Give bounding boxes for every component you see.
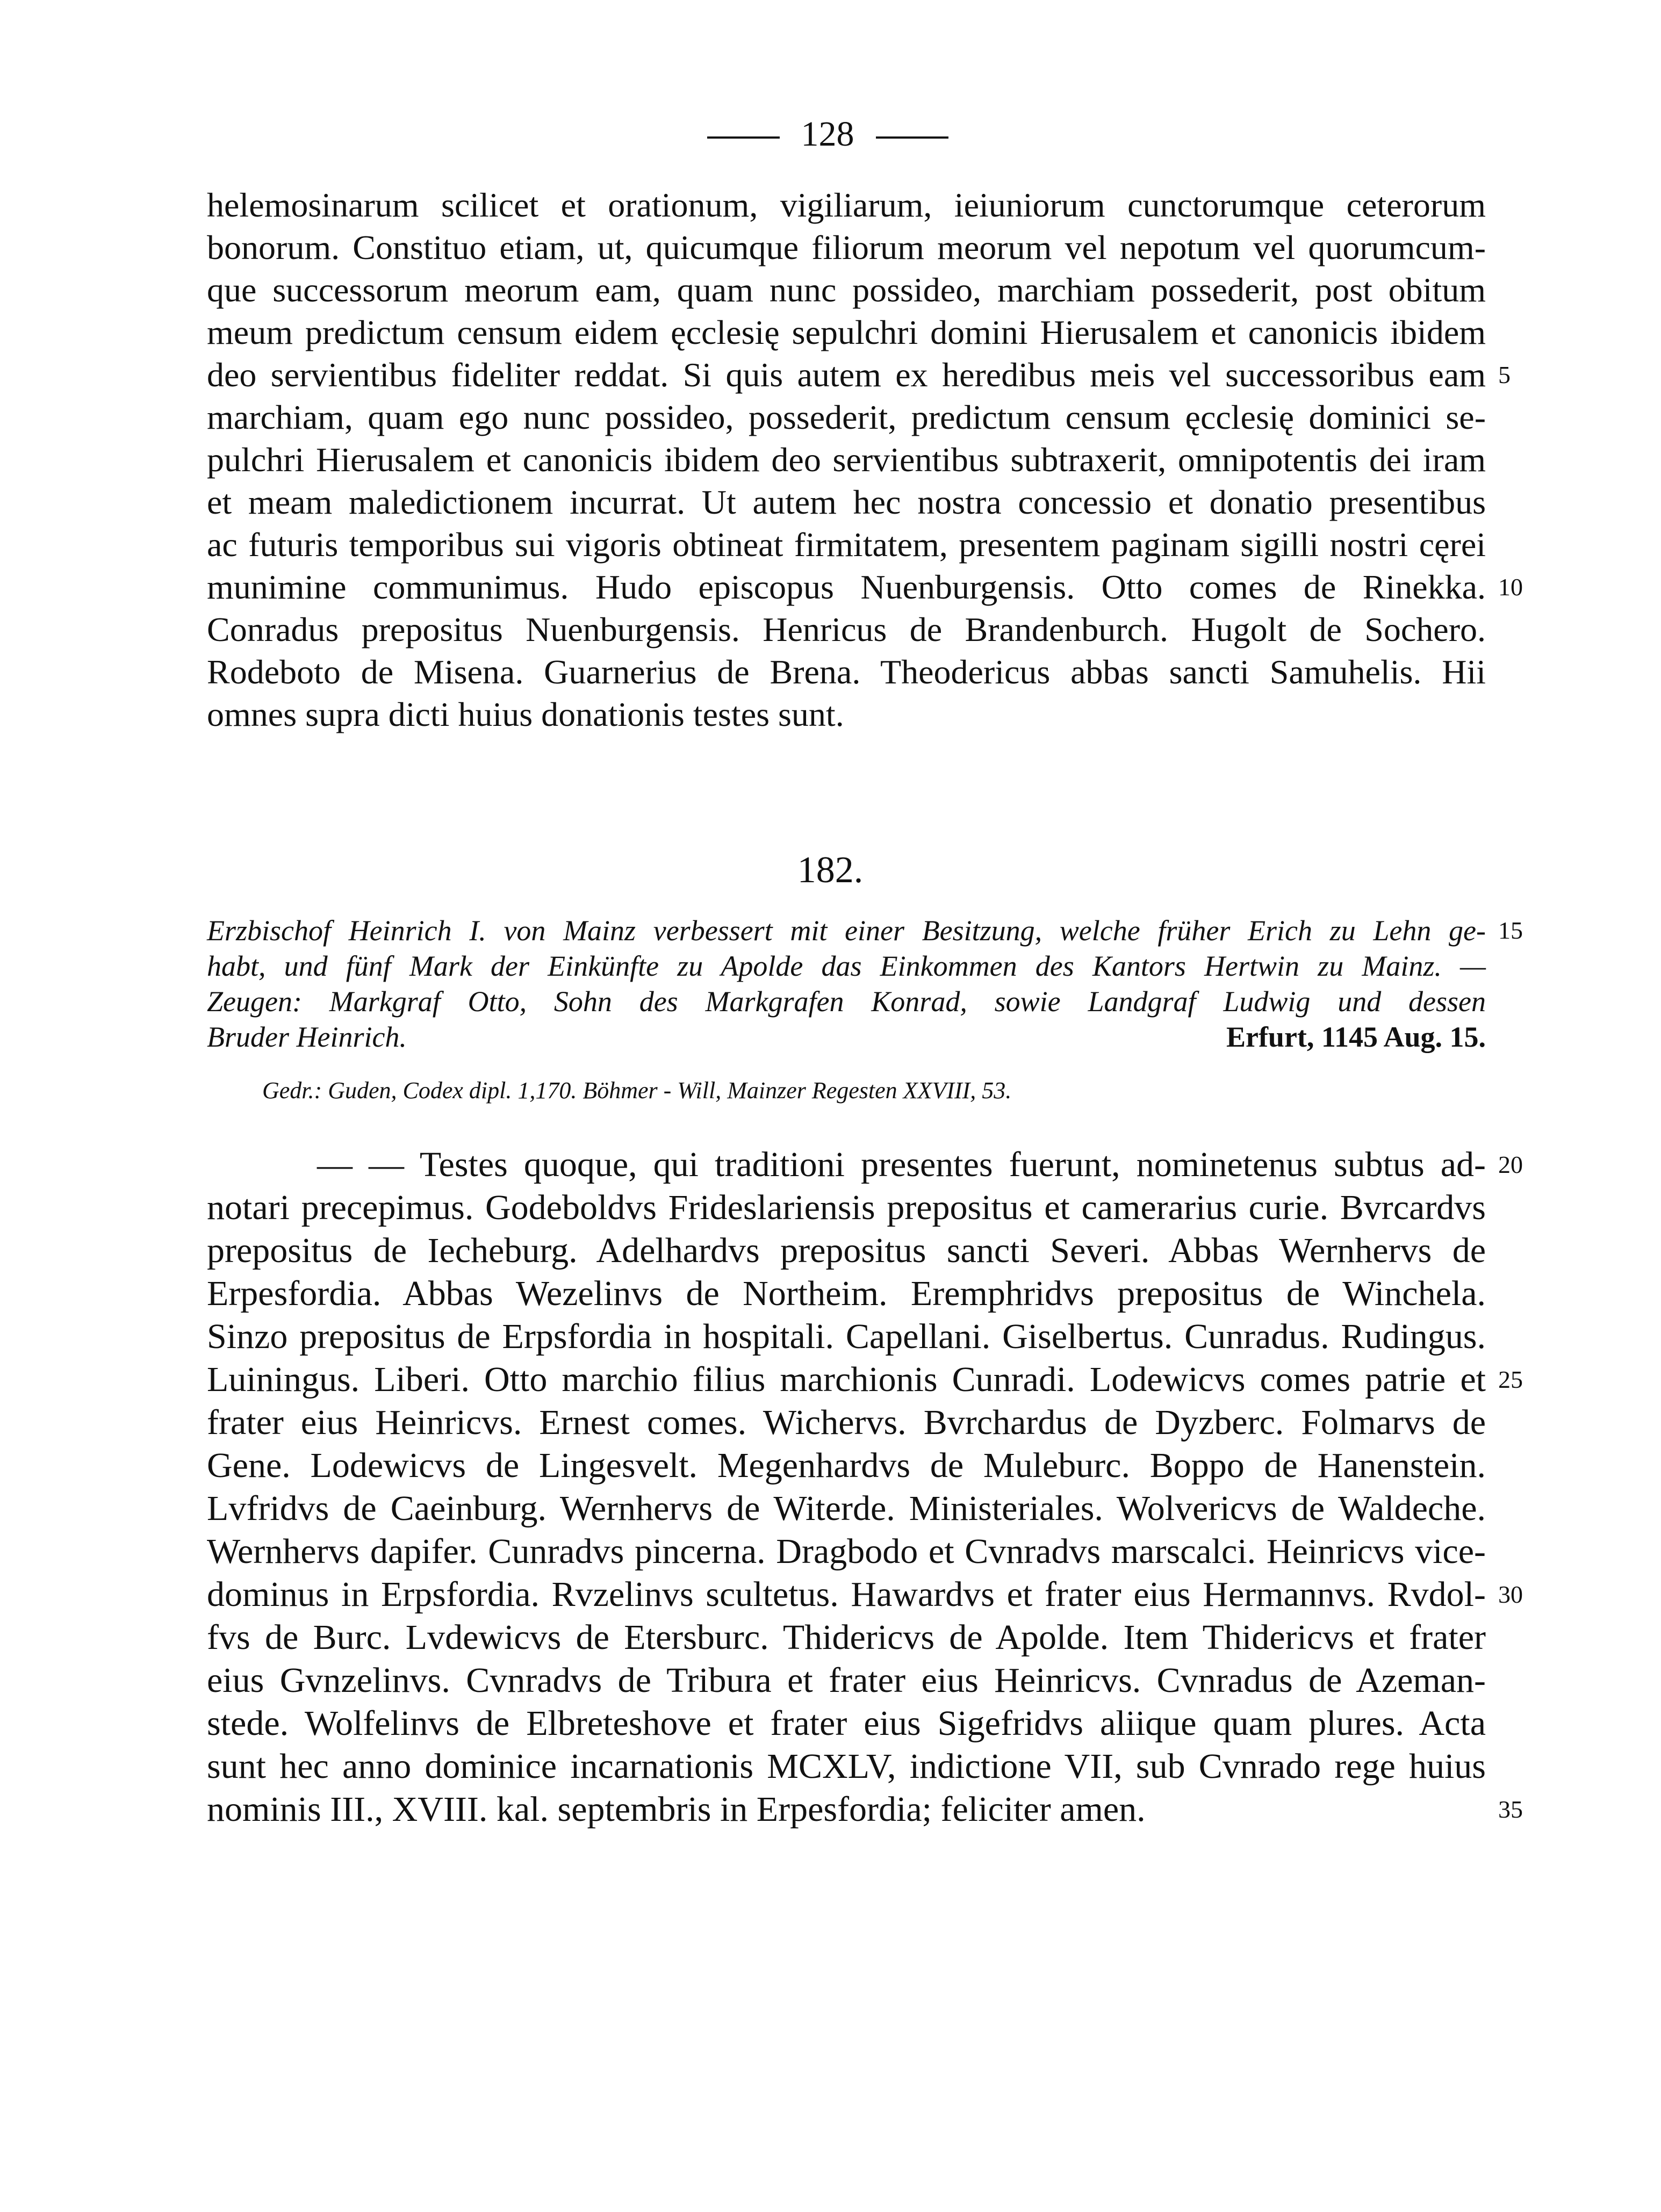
document-date: Erfurt, 1145 Aug. 15.	[1226, 1021, 1486, 1053]
text-line: Sinzo prepositus de Erpsfordia in hospitali. Capellani. Giselbertus. Cunradus. Rudingus.	[207, 1317, 1486, 1356]
print-reference: Gedr.: Guden, Codex dipl. 1,170. Böhmer - Will, Mainzer Regesten XXVIII, 53.	[262, 1077, 1012, 1104]
text-line: eius Gvnzelinvs. Cvnradvs de Tribura et frater eius Heinricvs. Cvnradus de Azeman-	[207, 1661, 1486, 1700]
text-line: sunt hec anno dominice incarnationis MCXLV, indictione VII, sub Cvnrado rege huius	[207, 1747, 1486, 1786]
text-line: marchiam, quam ego nunc possideo, possederit, predictum censum ęcclesię dominici se-	[207, 398, 1486, 436]
text-line: Lvfridvs de Caeinburg. Wernhervs de Witerde. Ministeriales. Wolvericvs de Waldeche.	[207, 1489, 1486, 1528]
text-line: stede. Wolfelinvs de Elbreteshove et frater eius Sigefridvs aliique quam plures. Acta	[207, 1704, 1486, 1743]
text-line: nominis III., XVIII. kal. septembris in Erpesfordia; feliciter amen.	[207, 1790, 1146, 1829]
text-line: et meam maledictionem incurrat. Ut autem hec nostra concessio et donatio presentibus	[207, 483, 1486, 521]
line-number: 5	[1498, 361, 1511, 388]
text-line: helemosinarum scilicet et orationum, vigiliarum, ieiuniorum cunctorumque ceterorum	[207, 186, 1486, 224]
regest-last-line	[207, 1019, 1486, 1055]
text-line: Conradus prepositus Nuenburgensis. Henricus de Brandenburch. Hugolt de Sochero.	[207, 610, 1486, 649]
text-line: bonorum. Constituo etiam, ut, quicumque filiorum meorum vel nepotum vel quorumcum-	[207, 228, 1486, 266]
text-line: Erpesfordia. Abbas Wezelinvs de Northeim. Eremphridvs prepositus de Winchela.	[207, 1274, 1486, 1313]
text-line: notari precepimus. Godeboldvs Frideslariensis prepositus et camerarius curie. Bvrcardvs	[207, 1188, 1486, 1227]
text-line: fvs de Burc. Lvdewicvs de Etersburc. Thidericvs de Apolde. Item Thidericvs et frater	[207, 1618, 1486, 1657]
line-number: 15	[1498, 917, 1523, 944]
text-line: Rodeboto de Misena. Guarnerius de Brena. Theodericus abbas sancti Samuhelis. Hii	[207, 653, 1486, 691]
text-line: que successorum meorum eam, quam nunc possideo, marchiam possederit, post obitum	[207, 271, 1486, 309]
text-line: dominus in Erpsfordia. Rvzelinvs scultetus. Hawardvs et frater eius Hermannvs. Rvdol-	[207, 1575, 1486, 1614]
line-number: 20	[1498, 1151, 1523, 1178]
text-line: ac futuris temporibus sui vigoris obtineat firmitatem, presentem paginam sigilli nostri cęrei	[207, 525, 1486, 564]
page-header	[682, 110, 973, 158]
regest-line: Erzbischof Heinrich I. von Mainz verbessert mit einer Besitzung, welche früher Erich zu Lehn ge-	[207, 914, 1486, 947]
text-line: meum predictum censum eidem ęcclesię sepulchri domini Hierusalem et canonicis ibidem	[207, 313, 1486, 351]
text-line: pulchri Hierusalem et canonicis ibidem deo servientibus subtraxerit, omnipotentis dei iram	[207, 441, 1486, 479]
text-line: deo servientibus fideliter reddat. Si quis autem ex heredibus meis vel successoribus eam	[207, 356, 1486, 394]
line-number: 25	[1498, 1366, 1523, 1393]
regest-line: Zeugen: Markgraf Otto, Sohn des Markgrafen Konrad, sowie Landgraf Ludwig und dessen	[207, 985, 1486, 1018]
regest-line: habt, und fünf Mark der Einkünfte zu Apolde das Einkommen des Kantors Hertwin zu Mainz. —	[207, 950, 1486, 982]
header-rule-right	[876, 136, 948, 139]
line-number: 30	[1498, 1581, 1523, 1608]
text-line: Luiningus. Liberi. Otto marchio filius marchionis Cunradi. Lodewicvs comes patrie et	[207, 1360, 1486, 1399]
text-line: munimine communimus. Hudo episcopus Nuenburgensis. Otto comes de Rinekka.	[207, 568, 1486, 606]
line-number: 35	[1498, 1796, 1523, 1823]
text-line: frater eius Heinricvs. Ernest comes. Wichervs. Bvrchardus de Dyzberc. Folmarvs de	[207, 1403, 1486, 1442]
text-line: omnes supra dicti huius donationis testes sunt.	[207, 695, 844, 733]
text-line: Wernhervs dapifer. Cunradvs pincerna. Dragbodo et Cvnradvs marscalci. Heinricvs vice-	[207, 1532, 1486, 1571]
text-line: prepositus de Iecheburg. Adelhardvs prepositus sancti Severi. Abbas Wernhervs de	[207, 1231, 1486, 1270]
document-number: 182.	[797, 849, 864, 891]
regest-line: Bruder Heinrich.	[207, 1021, 407, 1053]
line-number: 10	[1498, 573, 1523, 601]
header-rule-left	[707, 136, 780, 139]
page-number: 128	[801, 114, 854, 154]
text-line: — — Testes quoque, qui traditioni presentes fuerunt, nominetenus subtus ad-	[317, 1145, 1486, 1184]
text-line: Gene. Lodewicvs de Lingesvelt. Megenhardvs de Muleburc. Boppo de Hanenstein.	[207, 1446, 1486, 1485]
